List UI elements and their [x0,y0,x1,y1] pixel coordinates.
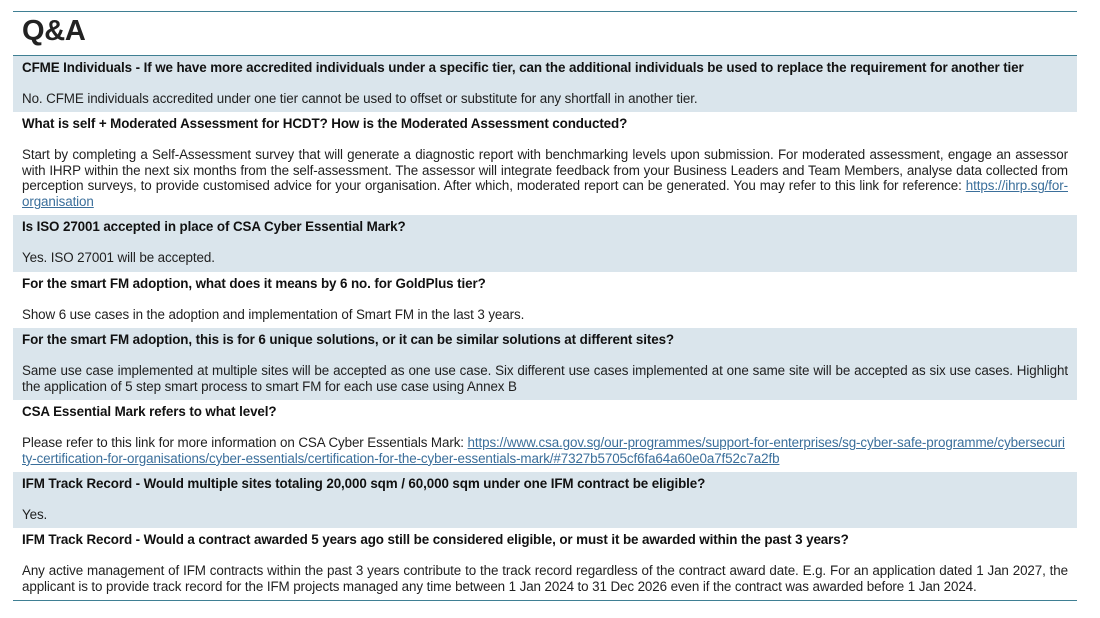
answer-text: Please refer to this link for more information on CSA Cyber Essentials Mark: [22,435,468,450]
question: For the smart FM adoption, this is for 6 unique solutions, or it can be similar solutions at different sites? [22,332,675,347]
qa-item [13,215,1077,272]
ihrp-link[interactable]: https://ihrp.sg/for-organisation [22,178,1068,210]
question: CFME Individuals - If we have more accredited individuals under a specific tier, can the additional individuals be used to replace the requirement for another tier [22,60,1024,75]
answer-text: Show 6 use cases in the adoption and implementation of Smart FM in the last 3 years. [22,307,525,322]
question: CSA Essential Mark refers to what level? [22,404,277,419]
page-title: Q&A [13,12,1077,56]
question: What is self + Moderated Assessment for HCDT? How is the Moderated Assessment conducted? [22,116,628,131]
answer-text: Start by completing a Self-Assessment survey that will generate a diagnostic report with benchmarking levels upon submission. For moderated assessment, engage an assessor with IHRP within the next six months from the self-assessment. The assessor will integrate feedback from your Business Leaders and Team Members, analyse data collected from perception surveys, to provide customised advice for your organisation. After which, moderated report can be generated. You may refer to this link for reference: [22,147,1068,194]
answer-text: No. CFME individuals accredited under one tier cannot be used to offset or substitute for any shortfall in another tier. [22,91,698,106]
answer [22,307,1068,323]
answer [22,250,1068,266]
question: IFM Track Record - Would multiple sites totaling 20,000 sqm / 60,000 sqm under one IFM contract be eligible? [22,476,706,491]
answer [22,147,1068,210]
answer-text: Same use case implemented at multiple sites will be accepted as one use case. Six different use cases implemented at one same site will be accepted as six use cases. Highlight the application of 5 step smart process to smart FM for each use case using Annex B [22,363,1068,394]
answer [22,435,1068,466]
question: Is ISO 27001 accepted in place of CSA Cyber Essential Mark? [22,219,406,234]
qa-item [13,528,1077,600]
qa-item [13,472,1077,528]
qa-item [13,328,1077,400]
bottom-divider [13,600,1077,601]
answer [22,563,1068,594]
answer-text: Yes. [22,507,48,522]
qa-item [13,56,1077,112]
answer [22,91,1068,107]
answer-text: Any active management of IFM contracts within the past 3 years contribute to the track record regardless of the contract award date. E.g. For an application dated 1 Jan 2027, the applicant is to provide track record for the IFM projects managed any time between 1 Jan 2024 to 31 Dec 2026 even if the contract was awarded before 1 Jan 2024. [22,563,1068,594]
qa-item [13,112,1077,215]
answer-text: Yes. ISO 27001 will be accepted. [22,250,215,265]
question: IFM Track Record - Would a contract awarded 5 years ago still be considered eligible, or must it be awarded within the past 3 years? [22,532,849,547]
question: For the smart FM adoption, what does it means by 6 no. for GoldPlus tier? [22,276,486,291]
qa-item [13,400,1077,472]
qa-page [13,11,1077,601]
answer [22,507,1068,523]
answer [22,363,1068,394]
qa-item [13,272,1077,328]
csa-link[interactable]: https://www.csa.gov.sg/our-programmes/support-for-enterprises/sg-cyber-safe-programme/cybersecurity-certification-for-organisations/cyber-essentials/certification-for-the-cyber-essentials-mark/#7327b5705cf6fa64a60e0a7f52c7a2fb [22,435,1065,466]
